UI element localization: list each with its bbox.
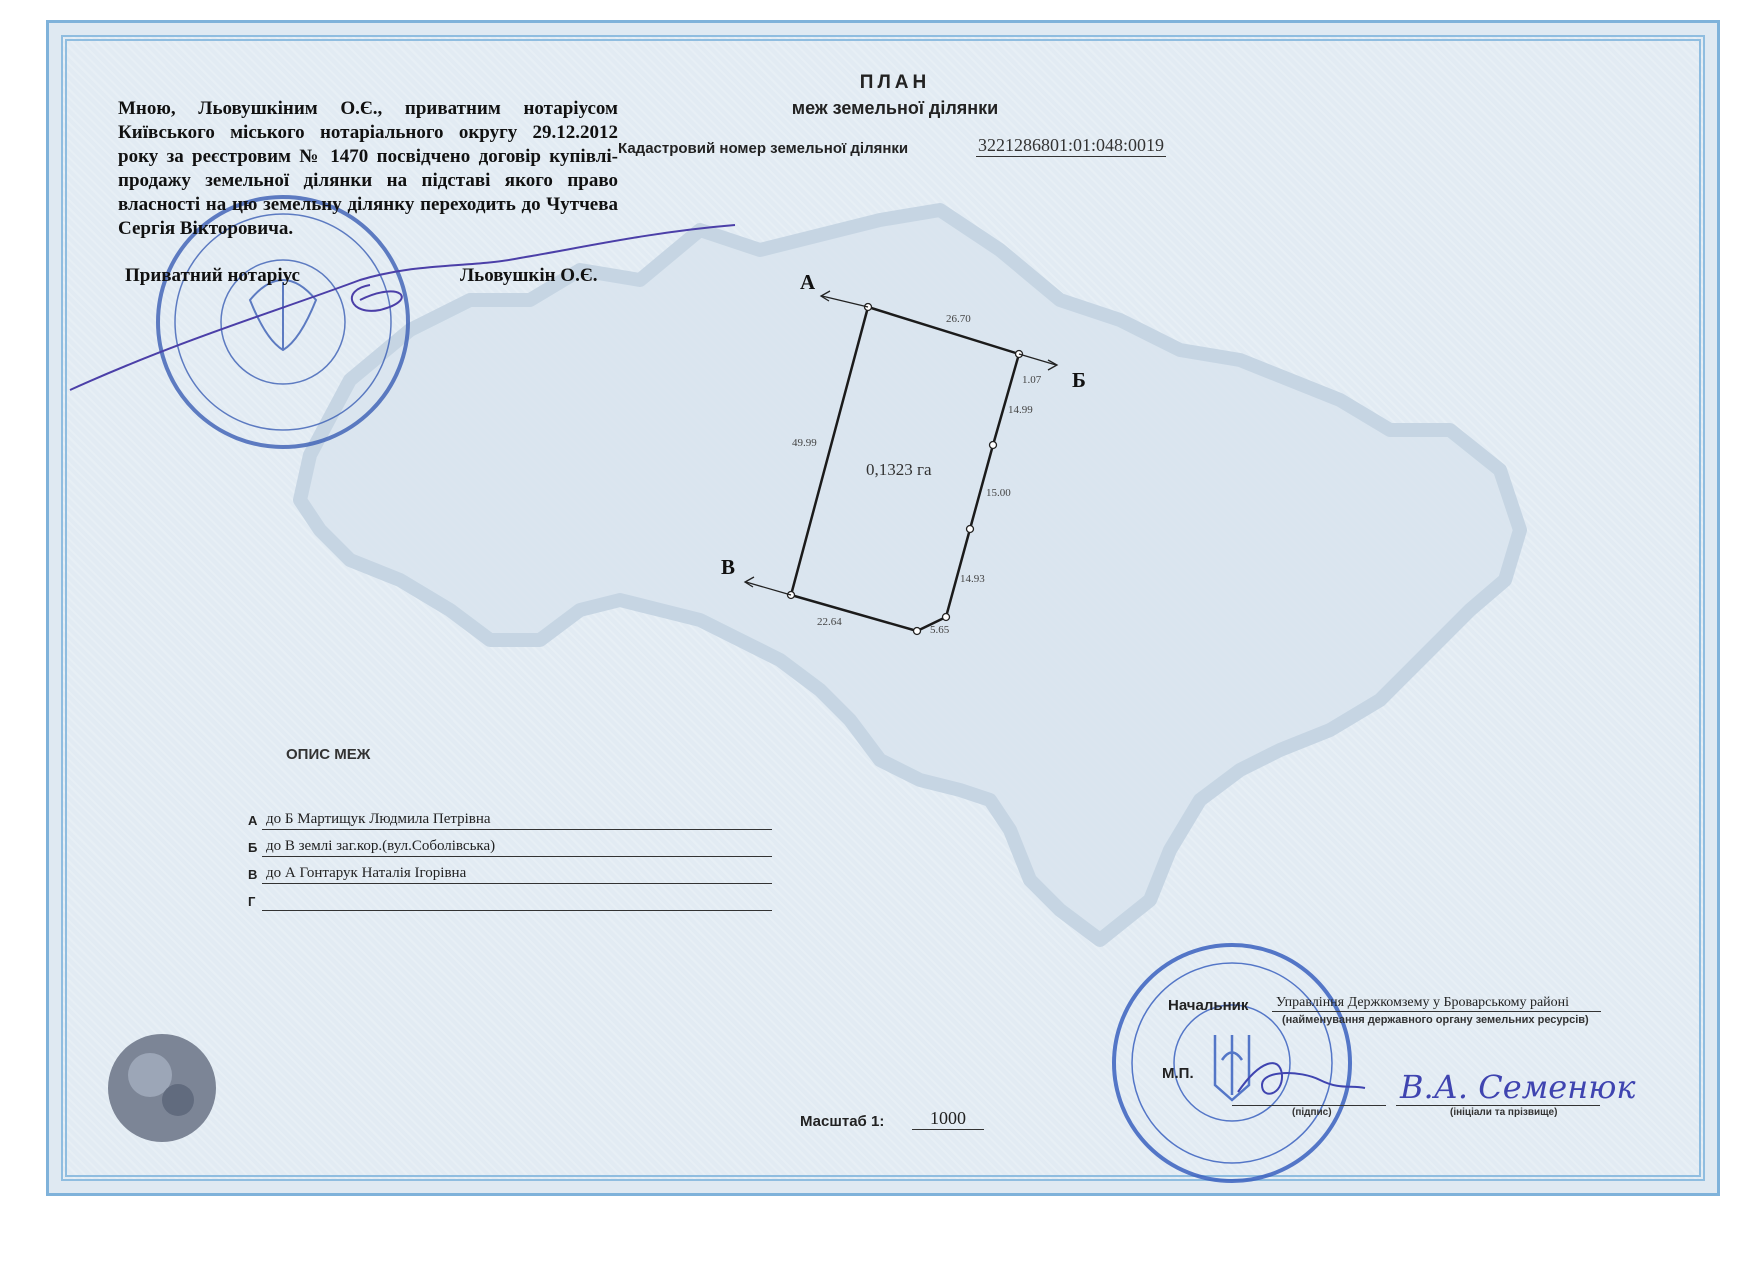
notary-sign-name: Льовушкін О.Є.	[460, 265, 598, 286]
scale-value: 1000	[912, 1108, 984, 1130]
plan-subtitle: меж земельної ділянки	[791, 98, 999, 118]
cadastral-number: 3221286801:01:048:0019	[978, 135, 1165, 155]
side-length: 14.99	[1008, 404, 1033, 416]
boundary-text: до Б Мартищук Людмила Петрівна	[262, 809, 772, 830]
boundary-text	[262, 890, 772, 911]
boundary-letter: Б	[248, 840, 258, 855]
boundary-row	[248, 835, 772, 857]
boundary-letter: А	[248, 813, 258, 828]
boundary-row	[248, 862, 772, 884]
plan-title: ПЛАН	[859, 72, 931, 93]
boundary-letter: Г	[248, 894, 256, 909]
signature-caption: (підпис)	[1292, 1107, 1332, 1118]
point-label-b: Б	[1072, 368, 1086, 392]
scale-label: Масштаб 1:	[800, 1113, 885, 1130]
side-length: 49.99	[792, 437, 817, 449]
boundary-text: до А Гонтарук Наталія Ігорівна	[262, 863, 772, 884]
org-name: Управління Держкомзему у Броварському районі	[1272, 995, 1601, 1012]
plot-vertex	[990, 442, 997, 449]
boundary-letter: В	[248, 867, 258, 882]
notary-sign-label: Приватний нотаріус	[125, 265, 300, 286]
point-label-a: А	[800, 270, 816, 294]
signature-line	[1232, 1105, 1386, 1106]
handwritten-initials: В.А. Семенюк	[1400, 1068, 1636, 1106]
side-length: 14.93	[960, 573, 985, 585]
plot-vertex	[967, 526, 974, 533]
org-caption: (найменування державного органу земельних ресурсів)	[1282, 1014, 1589, 1026]
side-length: 26.70	[946, 313, 971, 325]
boundaries-title: ОПИС МЕЖ	[286, 746, 371, 763]
boundary-row	[248, 808, 772, 830]
hologram-sticker	[108, 1034, 216, 1142]
seal-place-label: М.П.	[1162, 1065, 1194, 1082]
side-length: 22.64	[817, 616, 842, 628]
plot-vertex	[943, 614, 950, 621]
state-stamp	[1114, 945, 1350, 1181]
side-length: 5.65	[930, 624, 950, 636]
notary-certification-text: Мною, Льовушкіним О.Є., приватним нотаріусом Київського міського нотаріального округу 29.12.2012 року за реєстровим № 1470 посвідчено договір купівлі-продажу земельної ділянки на підставі якого право власності на цю земельну ділянку переходить до Чутчева Сергія Вікторовича.	[118, 98, 618, 239]
side-length: 15.00	[986, 487, 1011, 499]
chief-label: Начальник	[1168, 997, 1249, 1014]
cadastral-label: Кадастровий номер земельної ділянки	[618, 140, 909, 157]
side-length: 1.07	[1022, 374, 1042, 386]
initials-caption: (ініціали та прізвище)	[1450, 1107, 1558, 1118]
boundary-text: до В землі заг.кор.(вул.Соболівська)	[262, 836, 772, 857]
boundary-row	[248, 889, 772, 911]
point-label-v: В	[721, 555, 736, 579]
plot-vertex	[914, 628, 921, 635]
plot-area-label: 0,1323 га	[866, 460, 932, 479]
